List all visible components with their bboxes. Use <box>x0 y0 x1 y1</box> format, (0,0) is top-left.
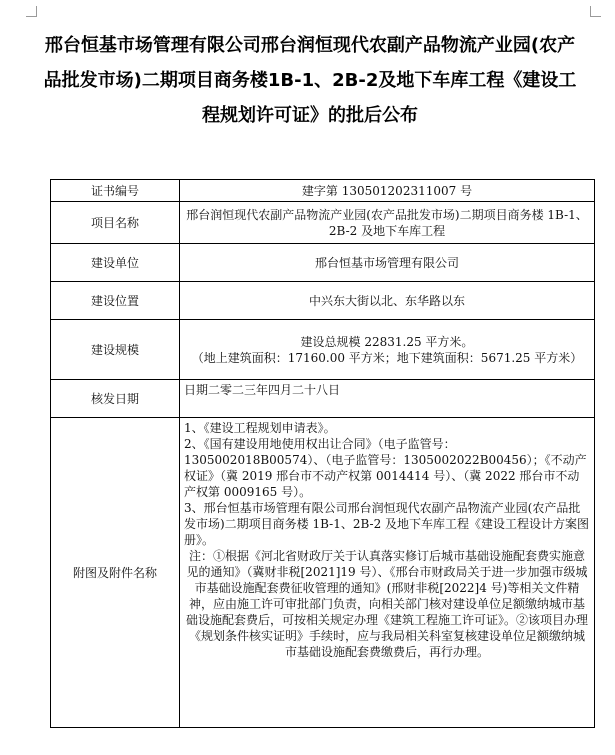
page-corner-mark-right <box>590 6 601 17</box>
attachments-value <box>180 418 595 728</box>
table-row <box>51 320 595 380</box>
table-row <box>51 244 595 282</box>
scale-detail: （地上建筑面积：17160.00 平方米；地下建筑面积：5671.25 平方米） <box>191 350 583 365</box>
scale-total: 建设总规模 22831.25 平方米。 <box>300 334 474 349</box>
cert-number-value: 建字第 130501202311007 号 <box>180 180 595 202</box>
permit-info-table <box>50 179 595 728</box>
location-value: 中兴东大街以北、东华路以东 <box>180 282 595 320</box>
location-label: 建设位置 <box>51 282 180 320</box>
attachment-note: 注：①根据《河北省财政厅关于认真落实修订后城市基础设施配套费实施意见的通知》（冀财非税[2021]19 号）、《邢台市财政局关于进一步加强市级城市基础设施配套费征收管理的通知》(邢财非税[2022]4 号)等相关文件精神，应由施工许可审批部门负责，向相关部门核对建设单位足额缴纳城市基础设施配套费后，可按相关规定办理《建筑工程施工许可证》。②该项目办理《规划条件核实证明》手续时，应与我局相关科室复核建设单位足额缴纳城市基础设施配套费缴费后，再行办理。 <box>185 549 588 659</box>
attachment-item: 1、《建设工程规划申请表》。 <box>184 421 336 435</box>
table-row <box>51 180 595 202</box>
cert-number-label: 证书编号 <box>51 180 180 202</box>
builder-label: 建设单位 <box>51 244 180 282</box>
attachment-item: 2、《国有建设用地使用权出让合同》（电子监管号：1305002018B00574）、（电子监管号：1305002022B00456）；《不动产权证》（冀 2019 邢台市不动产权第 0014414 号）、（冀 2022 邢台市不动产权第 0009165 号）。 <box>184 437 587 499</box>
page-corner-mark-left <box>26 6 37 17</box>
project-name-value: 邢台润恒现代农副产品物流产业园(农产品批发市场)二期项目商务楼 1B-1、2B-2 及地下车库工程 <box>180 202 595 244</box>
table-row <box>51 380 595 418</box>
builder-value: 邢台恒基市场管理有限公司 <box>180 244 595 282</box>
document-title: 邢台恒基市场管理有限公司邢台润恒现代农副产品物流产业园(农产品批发市场)二期项目商务楼1B-1、2B-2及地下车库工程《建设工程规划许可证》的批后公布 <box>43 35 577 126</box>
issue-date-value: 日期二零二三年四月二十八日 <box>180 380 595 418</box>
table-row <box>51 202 595 244</box>
scale-label: 建设规模 <box>51 320 180 380</box>
table-row <box>51 282 595 320</box>
project-name-label: 项目名称 <box>51 202 180 244</box>
table-row <box>51 418 595 728</box>
scale-value <box>180 320 595 380</box>
attachments-label: 附图及附件名称 <box>51 418 180 728</box>
issue-date-label: 核发日期 <box>51 380 180 418</box>
attachment-item: 3、邢台恒基市场管理有限公司邢台润恒现代农副产品物流产业园(农产品批发市场)二期项目商务楼 1B-1、2B-2 及地下车库工程《建设工程设计方案图册》。 <box>184 501 590 547</box>
